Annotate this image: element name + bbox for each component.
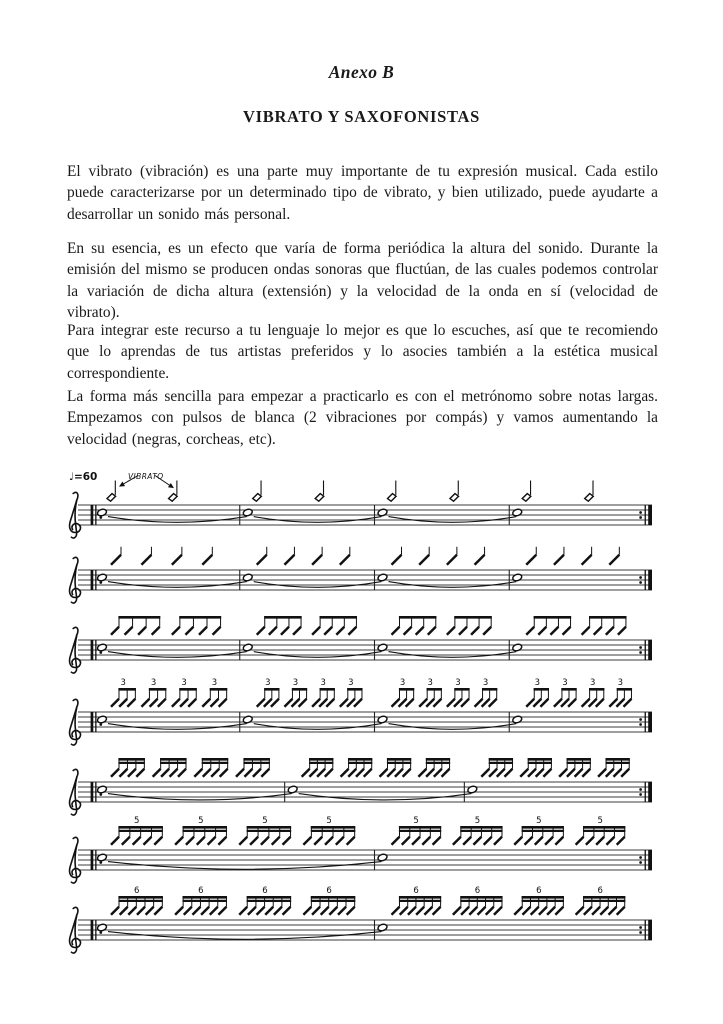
whole-note	[97, 923, 108, 932]
pulse-group	[609, 678, 632, 707]
system-sixteenth-pulses	[60, 744, 664, 818]
pulse-group	[380, 758, 412, 777]
staff-system-5	[60, 744, 664, 818]
whole-note	[512, 573, 523, 582]
pulse-group	[447, 616, 492, 635]
pulse-group	[111, 678, 136, 707]
tuplet-number: 5	[262, 816, 268, 827]
half-note-pulse	[388, 481, 397, 502]
staff-system-2	[60, 532, 664, 606]
tie	[254, 652, 382, 658]
tuplet-number: 3	[181, 678, 187, 689]
pulse-group	[582, 547, 592, 565]
staff-system-4	[60, 674, 664, 748]
page-title: VIBRATO Y SAXOFONISTAS	[243, 107, 480, 126]
paragraph-essence: En su esencia, es un efecto que varía de forma periódica la altura del sonido. Durante la emisión del mismo se producen ondas sonoras que fluctúan, de las cuales podemos controlar la variación de dicha altura (extensión) y la velocidad de la onda en sí (velocidad de vibrato).	[67, 240, 658, 322]
pulse-group	[111, 886, 163, 915]
tuplet-number: 3	[320, 678, 326, 689]
whole-note	[97, 508, 108, 517]
pulse-group	[475, 547, 485, 565]
half-note-pulse	[253, 481, 262, 502]
tuplet-number: 3	[292, 678, 299, 689]
tie	[389, 724, 517, 730]
tuplet-number: 3	[427, 678, 433, 689]
staff-system-7	[60, 882, 664, 956]
pulse-group	[202, 678, 227, 707]
tuplet-number: 6	[474, 886, 481, 897]
pulse-group	[392, 886, 442, 915]
tie	[108, 724, 247, 730]
pulse-group	[419, 678, 442, 707]
half-note-pulse	[522, 481, 531, 502]
tuplet-number: 3	[399, 678, 406, 689]
pulse-group	[175, 816, 227, 845]
whole-note	[377, 508, 388, 517]
pulse-group	[303, 886, 355, 915]
pulse-group	[392, 616, 437, 635]
pulse-group	[609, 547, 619, 565]
pulse-group	[340, 547, 350, 565]
pulse-group	[284, 547, 294, 565]
pulse-group	[598, 758, 630, 777]
whole-note	[512, 508, 523, 517]
tuplet-number: 5	[597, 816, 603, 827]
pulse-group	[392, 816, 442, 845]
pulse-group	[453, 886, 503, 915]
pulse-group	[576, 816, 626, 845]
system-sextuplet-pulses	[60, 882, 664, 956]
tuplet-number: 3	[482, 678, 489, 689]
pulse-group	[419, 547, 429, 565]
tuplet-number: 5	[474, 816, 481, 827]
pulse-group	[481, 758, 513, 777]
tuplet-number: 6	[326, 886, 332, 897]
pulse-group	[312, 547, 322, 565]
tuplet-number: 5	[536, 816, 542, 827]
pulse-group	[111, 758, 145, 777]
tuplet-number: 6	[413, 886, 419, 897]
tuplet-number: 6	[536, 886, 542, 897]
system-triplet-pulses	[60, 674, 664, 748]
pulse-group	[453, 816, 503, 845]
pulse-group	[194, 758, 228, 777]
tuplet-number: 6	[597, 886, 603, 897]
tuplet-number: 6	[262, 886, 268, 897]
pulse-group	[172, 547, 182, 565]
whole-note	[377, 715, 388, 724]
whole-note	[377, 923, 388, 932]
tuplet-number: 3	[589, 678, 596, 689]
pulse-group	[257, 616, 302, 635]
staff-system-3	[60, 602, 664, 676]
pulse-group	[236, 758, 270, 777]
pulse-group	[514, 886, 564, 915]
half-note-pulse	[315, 481, 324, 502]
half-note-pulse	[450, 481, 459, 502]
pulse-group	[111, 616, 160, 635]
pulse-group	[559, 758, 591, 777]
whole-note	[97, 573, 108, 582]
paragraph-advice: Para integrar este recurso a tu lenguaje lo mejor es que lo escuches, así que te recomiendo que lo aprendas de tus artistas preferidos y lo asocies también a la estética musical correspondiente.	[67, 322, 658, 382]
tuplet-number: 6	[198, 886, 204, 897]
whole-note	[377, 573, 388, 582]
pulse-group	[340, 678, 363, 707]
staff-system-6	[60, 812, 664, 886]
pulse-group	[239, 816, 291, 845]
pulse-group	[514, 816, 564, 845]
whole-note	[97, 643, 108, 652]
tuplet-number: 5	[413, 816, 419, 827]
pulse-group	[153, 758, 187, 777]
pulse-group	[582, 678, 605, 707]
pulse-group	[392, 678, 415, 707]
tie	[108, 582, 247, 588]
pulse-group	[111, 547, 121, 565]
pulse-group	[526, 678, 549, 707]
whole-note	[97, 785, 108, 794]
tuplet-number: 3	[120, 678, 126, 689]
tie	[389, 517, 517, 523]
pulse-group	[172, 678, 197, 707]
pulse-group	[312, 678, 335, 707]
tuplet-number: 3	[265, 678, 271, 689]
paragraph-practice: La forma más sencilla para empezar a practicarlo es con el metrónomo sobre notas largas. Empezamos con pulsos de blanca (2 vibraciones por compás) y vamos aumentando la velocidad (negras, corcheas, etc).	[67, 388, 658, 448]
pulse-group	[526, 547, 536, 565]
whole-note	[512, 643, 523, 652]
pulse-group	[526, 616, 571, 635]
pulse-group	[257, 547, 267, 565]
whole-note	[242, 643, 253, 652]
pulse-group	[554, 547, 564, 565]
tie	[254, 582, 382, 588]
pulse-group	[475, 678, 498, 707]
pulse-group	[341, 758, 373, 777]
tuplet-number: 3	[562, 678, 568, 689]
paragraph-intro: El vibrato (vibración) es una parte muy importante de tu expresión musical. Cada estilo puede caracterizarse por un determinado tipo de vibrato, y bien utilizado, puede ayudarte a desarrollar un sonido más personal.	[67, 163, 658, 223]
half-note-pulse	[585, 481, 594, 502]
tie	[108, 652, 247, 658]
whole-note	[377, 853, 388, 862]
annex-title: Anexo B	[328, 62, 395, 82]
whole-note	[97, 853, 108, 862]
whole-note	[242, 508, 253, 517]
vibrato-label: VIBRATO	[128, 472, 164, 481]
system-eighth-pulses	[60, 602, 664, 676]
tuplet-number: 6	[133, 886, 140, 897]
whole-note	[512, 715, 523, 724]
tuplet-number: 3	[534, 678, 541, 689]
tie	[389, 652, 517, 658]
pulse-group	[141, 678, 166, 707]
whole-note	[377, 643, 388, 652]
pulse-group	[582, 616, 627, 635]
tuplet-number: 3	[455, 678, 461, 689]
pulse-group	[447, 547, 457, 565]
pulse-group	[418, 758, 450, 777]
tie	[108, 517, 247, 523]
pulse-group	[141, 547, 151, 565]
system-quintuplet-pulses	[60, 812, 664, 886]
tie	[254, 517, 382, 523]
tuplet-number: 3	[617, 678, 624, 689]
pulse-group	[239, 886, 291, 915]
tuplet-number: 5	[133, 816, 140, 827]
pulse-group	[447, 678, 470, 707]
pulse-group	[302, 758, 334, 777]
tuplet-number: 3	[211, 678, 218, 689]
whole-note	[242, 573, 253, 582]
tuplet-number: 5	[198, 816, 204, 827]
tempo-marking: ♩=60	[69, 471, 98, 483]
pulse-group	[554, 678, 577, 707]
pulse-group	[303, 816, 355, 845]
tie	[389, 582, 517, 588]
half-note-pulse	[107, 481, 116, 502]
pulse-group	[172, 616, 221, 635]
half-note-pulse	[169, 481, 178, 502]
whole-note	[467, 785, 478, 794]
pulse-group	[284, 678, 307, 707]
whole-note	[287, 785, 298, 794]
whole-note	[242, 715, 253, 724]
pulse-group	[576, 886, 626, 915]
pulse-group	[175, 886, 227, 915]
pulse-group	[257, 678, 280, 707]
pulse-group	[312, 616, 357, 635]
system-quarter-pulses	[60, 532, 664, 606]
whole-note	[97, 715, 108, 724]
tuplet-number: 5	[326, 816, 332, 827]
pulse-group	[111, 816, 163, 845]
tie	[254, 724, 382, 730]
pulse-group	[202, 547, 212, 565]
pulse-group	[520, 758, 552, 777]
pulse-group	[392, 547, 402, 565]
tuplet-number: 3	[348, 678, 354, 689]
tuplet-number: 3	[150, 678, 157, 689]
